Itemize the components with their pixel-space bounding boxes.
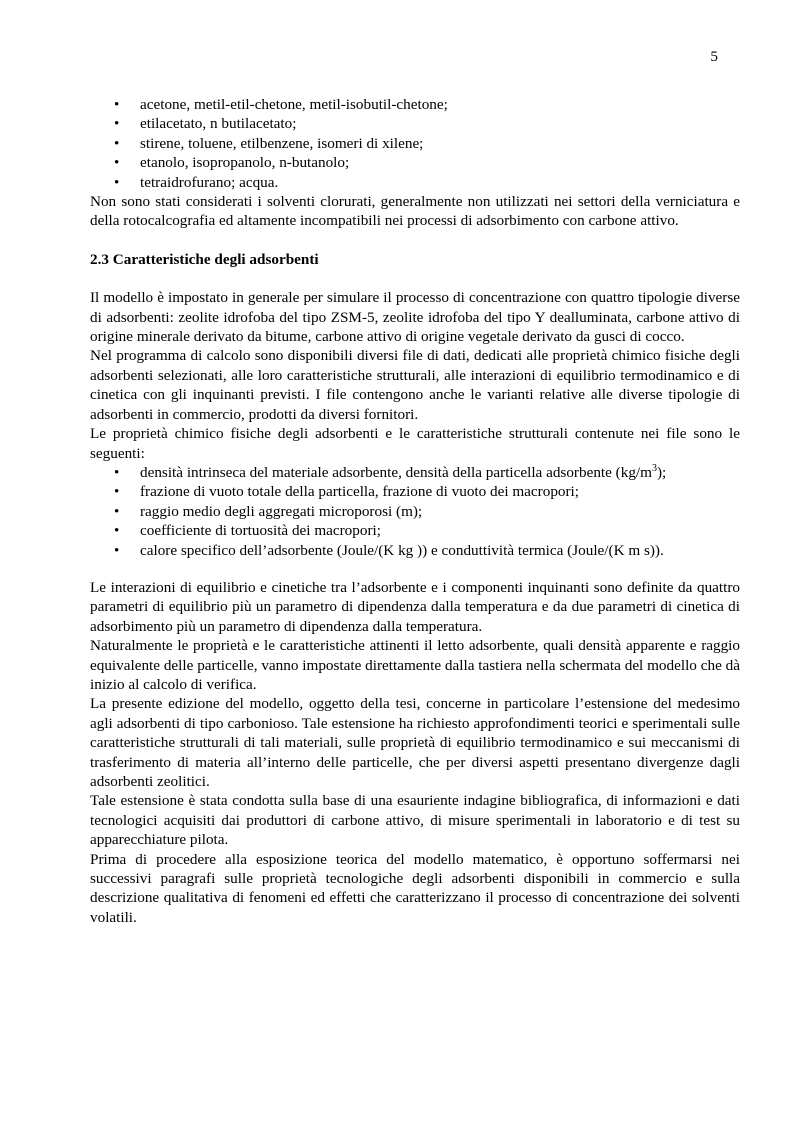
bullet-icon: • [114, 541, 120, 559]
list-item: • raggio medio degli aggregati microporosi (m); [114, 502, 423, 520]
bullet-icon: • [114, 173, 120, 191]
bullet-icon: • [114, 502, 120, 520]
list-item: • etanolo, isopropanolo, n-butanolo; [114, 154, 350, 172]
paragraph-properties-intro: Le proprietà chimico fisiche degli adsorbenti e le caratteristiche strutturali contenute nei file sono le seguenti: [90, 425, 740, 462]
bullet-icon: • [114, 463, 120, 481]
bullet-icon: • [114, 483, 120, 501]
list-item: • coefficiente di tortuosità dei macropori; [114, 522, 381, 540]
list-item: • acetone, metil-etil-chetone, metil-isobutil-chetone; [114, 96, 448, 113]
properties-list [90, 463, 740, 560]
paragraph-chlorinated-solvents: Non sono stati considerati i solventi clorurati, generalmente non utilizzati nei settori della verniciatura e della rotocalcografia ed altamente incompatibili nei processi di adsorbimento con carbone attivo. [90, 193, 740, 230]
list-item: • frazione di vuoto totale della particella, frazione di vuoto dei macropori; [114, 483, 579, 501]
paragraph-before: Prima di procedere alla esposizione teorica del modello matematico, è opportuno soffermarsi nei successivi paragrafi sulle proprietà tecnologiche degli adsorbenti disponibili in commercio e sulla descrizione qualitativa di fenomeni ed effetti che caratterizzano il processo di concentrazione dei solventi volatili. [90, 850, 740, 926]
paragraph-bed: Naturalmente le proprietà e le caratteristiche attinenti il letto adsorbente, quali densità apparente e raggio equivalente delle particelle, vanno impostate direttamente dalla tastiera nella schermata del modello che dà inizio al calcolo di verifica. [90, 637, 740, 693]
paragraph-model: Il modello è impostato in generale per simulare il processo di concentrazione con quattro tipologie diverse di adsorbenti: zeolite idrofoba del tipo ZSM-5, zeolite idrofoba del tipo Y dealluminata, carbone attivo di origine minerale derivato da bitume, carbone attivo di origine vegetale derivato da gusci di cocco. [90, 289, 740, 346]
list-item: • etilacetato, n butilacetato; [114, 115, 297, 133]
bullet-icon: • [114, 134, 120, 152]
list-item: • tetraidrofurano; acqua. [114, 173, 279, 191]
page-number: 5 [710, 48, 718, 65]
list-item: • stirene, toluene, etilbenzene, isomeri di xilene; [114, 134, 424, 152]
list-item: • calore specifico dell’adsorbente (Joule/(K kg )) e conduttività termica (Joule/(K m s)). [114, 541, 664, 559]
solvent-list [90, 95, 740, 192]
bullet-icon: • [114, 522, 120, 540]
bullet-icon: • [114, 115, 120, 133]
paragraph-interactions: Le interazioni di equilibrio e cinetiche tra l’adsorbente e i componenti inquinanti sono definite da quattro parametri di equilibrio più un parametro di dipendenza dalla temperatura e da due parametri di cinetica di adsorbimento più un parametro di dipendenza dalla temperatura. [90, 578, 740, 635]
paragraph-extension: Tale estensione è stata condotta sulla base di una esauriente indagine bibliografica, di informazioni e dati tecnologici acquisiti dai produttori di carbone attivo, di misure sperimentali in laboratorio e di test su apparecchiature pilota. [90, 792, 740, 849]
list-item: • densità intrinseca del materiale adsorbente, densità della particella adsorbente $(kg/m^3)$; [114, 462, 667, 481]
bullet-icon: • [114, 96, 120, 113]
paragraph-program: Nel programma di calcolo sono disponibili diversi file di dati, dedicati alle proprietà chimico fisiche degli adsorbenti selezionati, alle loro caratteristiche strutturali, alle interazioni di equilibrio termodinamico e di cinetica con gli inquinanti previsti. I file contengono anche le varianti relative alle diverse tipologie di adsorbenti in commercio, prodotti da diversi fornitori. [90, 347, 740, 423]
page-body [90, 95, 740, 927]
paragraph-edition: La presente edizione del modello, oggetto della tesi, concerne in particolare l’estensione del medesimo agli adsorbenti di tipo carbonioso. Tale estensione ha richiesto approfondimenti teorici e sperimentali sulle caratteristiche strutturali di tali materiali, sulle proprietà di equilibrio termodinamico e sui meccanismi di trasferimento di materia all’interno delle particelle, che per diversi aspetti presentano divergenze dagli adsorbenti zeolitici. [90, 695, 740, 790]
bullet-icon: • [114, 154, 120, 172]
section-heading: 2.3 Caratteristiche degli adsorbenti [90, 250, 319, 268]
